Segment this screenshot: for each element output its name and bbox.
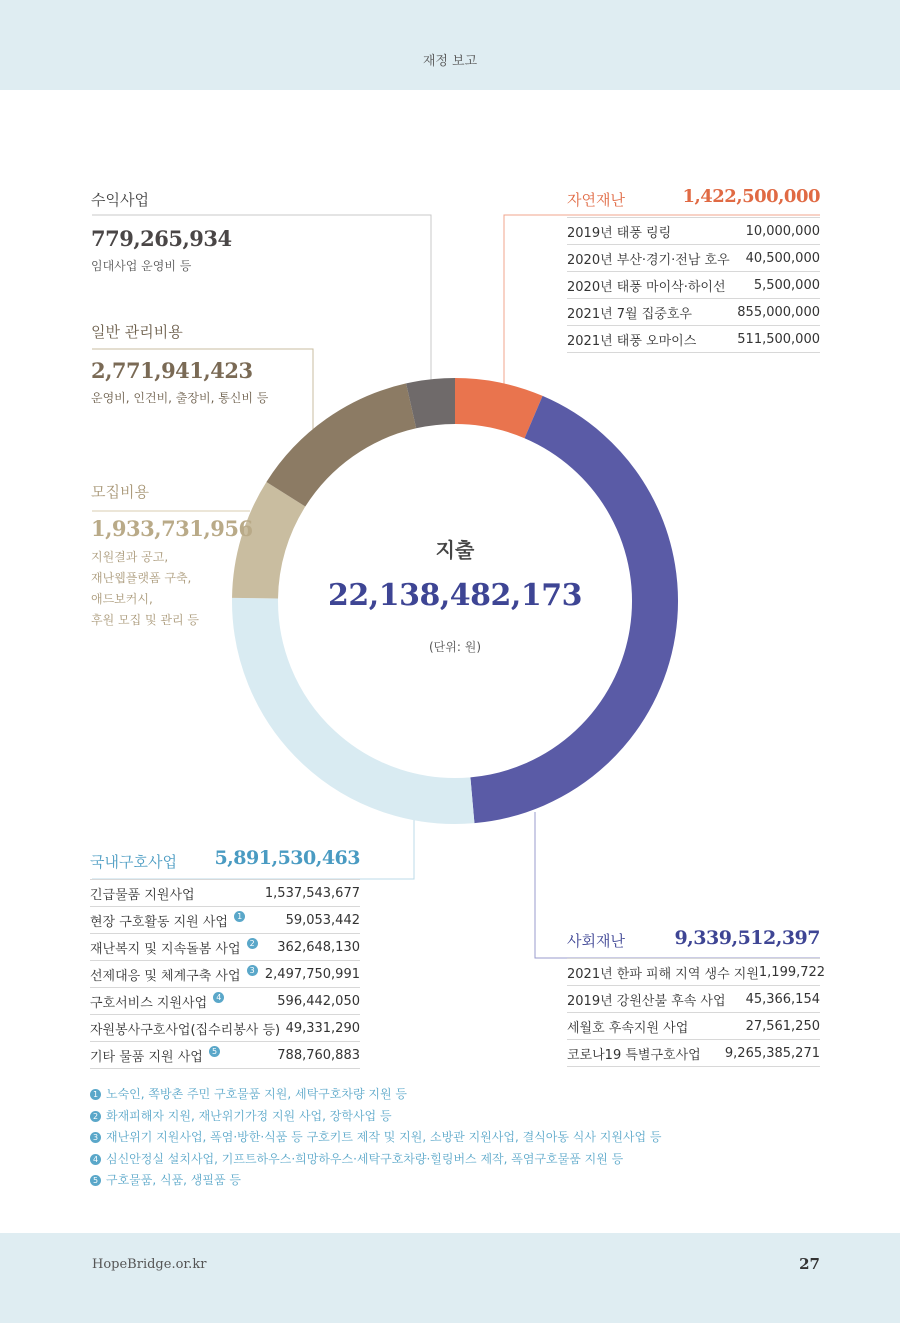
row-label: 자원봉사구호사업(집수리봉사 등) <box>90 1022 281 1038</box>
footnote-text: 노숙인, 쪽방촌 주민 구호물품 지원, 세탁구호차량 지원 등 <box>106 1087 407 1101</box>
revenue-desc: 임대사업 운영비 등 <box>91 259 192 273</box>
row-value: 596,442,050 <box>277 993 360 1009</box>
row-name <box>90 992 224 1011</box>
row-name: 2019년 강원산불 후속 사업 <box>567 993 726 1009</box>
footnotes <box>90 1084 662 1192</box>
fundraising-label: 모집비용 <box>91 483 149 501</box>
row-name: 2021년 7월 집중호우 <box>567 306 692 322</box>
footnote <box>90 1127 662 1149</box>
row-value: 10,000,000 <box>745 223 820 239</box>
table-row <box>90 934 360 961</box>
natural-disaster-label: 자연재난 <box>567 191 625 209</box>
row-value: 2,497,750,991 <box>264 966 360 982</box>
row-value: 511,500,000 <box>737 331 820 347</box>
natural-disaster-amount: 1,422,500,000 <box>682 186 820 207</box>
page-header-title: 재정 보고 <box>422 54 478 69</box>
note-badge: 2 <box>247 938 258 949</box>
table-row <box>90 1015 360 1042</box>
row-name: 코로나19 특별구호사업 <box>567 1047 701 1063</box>
row-name <box>90 938 258 957</box>
revenue-amount: 779,265,934 <box>91 226 232 251</box>
natural-disaster-table <box>567 217 820 353</box>
row-name <box>90 1046 220 1065</box>
table-row <box>567 272 820 299</box>
social-disaster-label: 사회재난 <box>567 932 625 950</box>
center-title: 지출 <box>435 538 475 562</box>
social-disaster-table <box>567 958 826 1067</box>
note-badge: 3 <box>247 965 258 976</box>
admin-desc: 운영비, 인건비, 출장비, 통신비 등 <box>91 391 269 405</box>
fundraising-desc-line: 후원 모집 및 관리 등 <box>91 613 199 627</box>
row-value: 49,331,290 <box>285 1020 360 1036</box>
fundraising-desc-line: 지원결과 공고, <box>91 550 169 564</box>
row-name <box>90 1019 280 1038</box>
table-row <box>567 1013 820 1040</box>
footnote-number: 5 <box>90 1175 101 1186</box>
footnote <box>90 1170 662 1192</box>
row-value: 855,000,000 <box>737 304 820 320</box>
domestic-relief-amount: 5,891,530,463 <box>214 847 360 869</box>
social-disaster-amount: 9,339,512,397 <box>674 927 820 949</box>
row-name: 2020년 태풍 마이삭·하이선 <box>567 279 726 295</box>
row-value: 1,537,543,677 <box>264 885 360 901</box>
table-row <box>567 986 820 1013</box>
admin-amount: 2,771,941,423 <box>91 358 253 383</box>
domestic-relief-table <box>90 879 360 1069</box>
donut-slice-domestic-relief <box>255 598 472 801</box>
row-name: 2021년 한파 피해 지역 생수 지원 <box>567 966 759 982</box>
footnote <box>90 1149 662 1171</box>
row-value: 59,053,442 <box>285 912 360 928</box>
fundraising-desc <box>91 547 199 631</box>
note-badge: 4 <box>213 992 224 1003</box>
table-row <box>90 1042 360 1069</box>
footnote-number: 4 <box>90 1154 101 1165</box>
fundraising-desc-line: 재난웹플랫폼 구축, <box>91 571 192 585</box>
table-row <box>567 299 820 326</box>
admin-label: 일반 관리비용 <box>91 323 183 341</box>
row-value: 788,760,883 <box>277 1047 360 1063</box>
note-badge: 1 <box>234 911 245 922</box>
page-number: 27 <box>799 1255 820 1273</box>
revenue-label: 수익사업 <box>91 191 149 209</box>
row-value: 40,500,000 <box>745 250 820 266</box>
row-value: 27,561,250 <box>745 1018 820 1034</box>
total-amount: 22,138,482,173 <box>328 578 582 613</box>
fundraising-desc-line: 애드보커시, <box>91 592 153 606</box>
footnote-number: 1 <box>90 1089 101 1100</box>
row-name: 세월호 후속지원 사업 <box>567 1020 689 1036</box>
row-label: 재난복지 및 지속돌봄 사업 <box>90 941 241 957</box>
row-value: 362,648,130 <box>277 939 360 955</box>
row-label: 선제대응 및 체계구축 사업 <box>90 968 241 984</box>
table-row <box>567 217 820 245</box>
footnote-text: 화재피해자 지원, 재난위기가정 지원 사업, 장학사업 등 <box>106 1108 392 1123</box>
table-row <box>90 907 360 934</box>
donut-slice-general-admin <box>286 406 411 494</box>
row-name <box>90 884 195 903</box>
table-row <box>90 961 360 988</box>
domestic-relief-label: 국내구호사업 <box>90 853 177 871</box>
row-name: 2020년 부산·경기·전남 호우 <box>567 252 730 268</box>
note-badge: 5 <box>209 1046 220 1057</box>
table-row <box>567 1040 820 1067</box>
footnote-text: 구호물품, 식품, 생필품 등 <box>106 1173 241 1187</box>
row-name: 2021년 태풍 오마이스 <box>567 333 697 349</box>
donut-slice-natural-disaster <box>455 401 534 417</box>
donut-slice-revenue-business <box>411 401 455 406</box>
row-name <box>90 965 258 984</box>
footnote-text: 심신안정실 설치사업, 기프트하우스·희망하우스·세탁구호차량·힐링버스 제작, 폭염구호물품 지원 등 <box>106 1151 624 1166</box>
table-row <box>90 988 360 1015</box>
row-label: 구호서비스 지원사업 <box>90 995 208 1011</box>
table-row <box>567 958 826 986</box>
row-value: 5,500,000 <box>753 277 820 293</box>
footnote-number: 3 <box>90 1132 101 1143</box>
table-row <box>90 879 360 907</box>
fundraising-amount: 1,933,731,956 <box>91 516 253 541</box>
row-name: 2019년 태풍 링링 <box>567 225 672 241</box>
footer-url[interactable]: HopeBridge.or.kr <box>92 1257 207 1272</box>
footnote-number: 2 <box>90 1111 101 1122</box>
table-row <box>567 326 820 353</box>
row-label: 기타 물품 지원 사업 <box>90 1049 203 1065</box>
footnote <box>90 1084 662 1106</box>
row-label: 긴급물품 지원사업 <box>90 887 195 903</box>
row-label: 현장 구호활동 지원 사업 <box>90 914 228 930</box>
row-value: 9,265,385,271 <box>724 1045 820 1061</box>
row-value: 45,366,154 <box>745 991 820 1007</box>
row-name <box>90 911 245 930</box>
donut-slice-fundraising <box>255 494 286 598</box>
unit-label: (단위: 원) <box>429 640 481 654</box>
table-row <box>567 245 820 272</box>
footnote <box>90 1106 662 1128</box>
row-value: 1,199,722 <box>758 964 826 980</box>
footnote-text: 재난위기 지원사업, 폭염·방한·식품 등 구호키트 제작 및 지원, 소방관 지원사업, 결식아동 식사 지원사업 등 <box>106 1130 662 1144</box>
